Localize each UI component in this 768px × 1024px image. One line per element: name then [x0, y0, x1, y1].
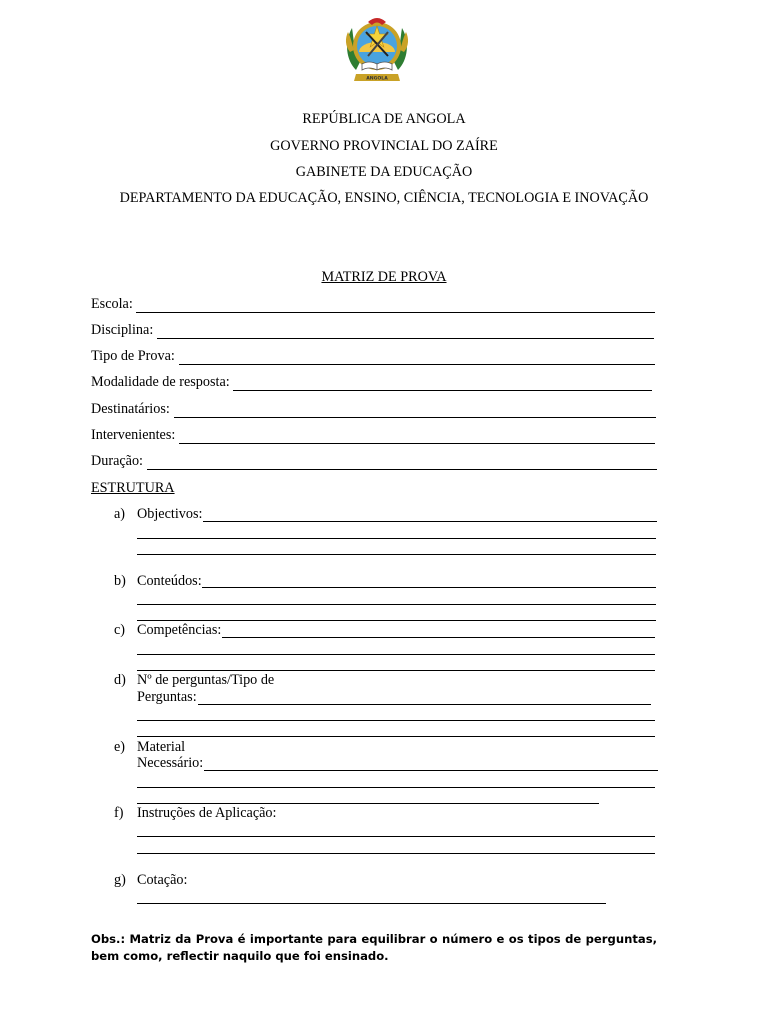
header-republic: REPÚBLICA DE ANGOLA: [302, 111, 466, 127]
header-department: DEPARTAMENTO DA EDUCAÇÃO, ENSINO, CIÊNCIA, TECNOLOGIA E INOVAÇÃO: [119, 190, 649, 206]
item-a-letter: a): [114, 506, 126, 522]
item-f-line-1[interactable]: [137, 836, 655, 837]
item-c-line-3[interactable]: [137, 670, 655, 671]
header-government: GOVERNO PROVINCIAL DO ZAÍRE: [270, 138, 498, 154]
item-d-line-3[interactable]: [137, 736, 655, 737]
item-c-label: Competências:: [137, 622, 222, 638]
item-e-line-2[interactable]: [137, 787, 655, 788]
item-f-line-2[interactable]: [137, 853, 655, 854]
item-b-letter: b): [114, 573, 126, 589]
form-title: MATRIZ DE PROVA: [321, 269, 447, 285]
item-f-letter: f): [114, 805, 124, 821]
observation-label: Obs.:: [91, 932, 126, 946]
field-escola-label: Escola:: [91, 296, 133, 312]
item-e-line-1[interactable]: [204, 770, 658, 771]
field-destinatarios-label: Destinatários:: [91, 401, 170, 417]
item-d-label-2: Perguntas:: [137, 689, 197, 705]
field-disciplina-line[interactable]: [157, 338, 654, 339]
item-e-line-3[interactable]: [137, 803, 599, 804]
field-duracao-line[interactable]: [147, 469, 657, 470]
item-d-line-1[interactable]: [198, 704, 651, 705]
item-g-label: Cotação:: [137, 872, 188, 888]
item-e-label-2: Necessário:: [137, 755, 204, 771]
item-b-label: Conteúdos:: [137, 573, 202, 589]
item-e-label: Material: [137, 739, 186, 755]
item-b-line-3[interactable]: [137, 620, 656, 621]
field-modalidade-line[interactable]: [233, 390, 652, 391]
item-f-label: Instruções de Aplicação:: [137, 805, 277, 821]
angola-coat-of-arms: [342, 12, 412, 84]
field-tipo-prova-line[interactable]: [179, 364, 655, 365]
item-c-line-2[interactable]: [137, 654, 655, 655]
item-g-letter: g): [114, 872, 126, 888]
field-modalidade-label: Modalidade de resposta:: [91, 374, 230, 390]
seal-banner-text: ANGOLA: [366, 76, 388, 82]
item-a-line-2[interactable]: [137, 538, 656, 539]
field-intervenientes-label: Intervenientes:: [91, 427, 176, 443]
estrutura-heading: ESTRUTURA: [91, 480, 175, 496]
field-disciplina-label: Disciplina:: [91, 322, 154, 338]
header-cabinet: GABINETE DA EDUCAÇÃO: [295, 164, 473, 180]
field-destinatarios-line[interactable]: [174, 417, 656, 418]
item-c-letter: c): [114, 622, 126, 638]
item-e-letter: e): [114, 739, 126, 755]
item-b-line-1[interactable]: [202, 587, 656, 588]
field-tipo-prova-label: Tipo de Prova:: [91, 348, 175, 364]
item-d-label: Nº de perguntas/Tipo de: [137, 672, 275, 688]
item-a-label: Objectivos:: [137, 506, 203, 522]
item-a-line-3[interactable]: [137, 554, 656, 555]
item-g-line-1[interactable]: [137, 903, 606, 904]
field-intervenientes-line[interactable]: [179, 443, 655, 444]
item-d-letter: d): [114, 672, 126, 688]
field-escola-line[interactable]: [136, 312, 655, 313]
item-d-line-2[interactable]: [137, 720, 655, 721]
item-b-line-2[interactable]: [137, 604, 656, 605]
item-a-line-1[interactable]: [203, 521, 657, 522]
item-c-line-1[interactable]: [222, 637, 655, 638]
observation-text: Matriz da Prova é importante para equilibrar o número e os tipos de perguntas, bem como, reflectir naquilo que foi ensinado.: [91, 932, 657, 963]
field-duracao-label: Duração:: [91, 453, 143, 469]
observation-note: [91, 931, 657, 965]
